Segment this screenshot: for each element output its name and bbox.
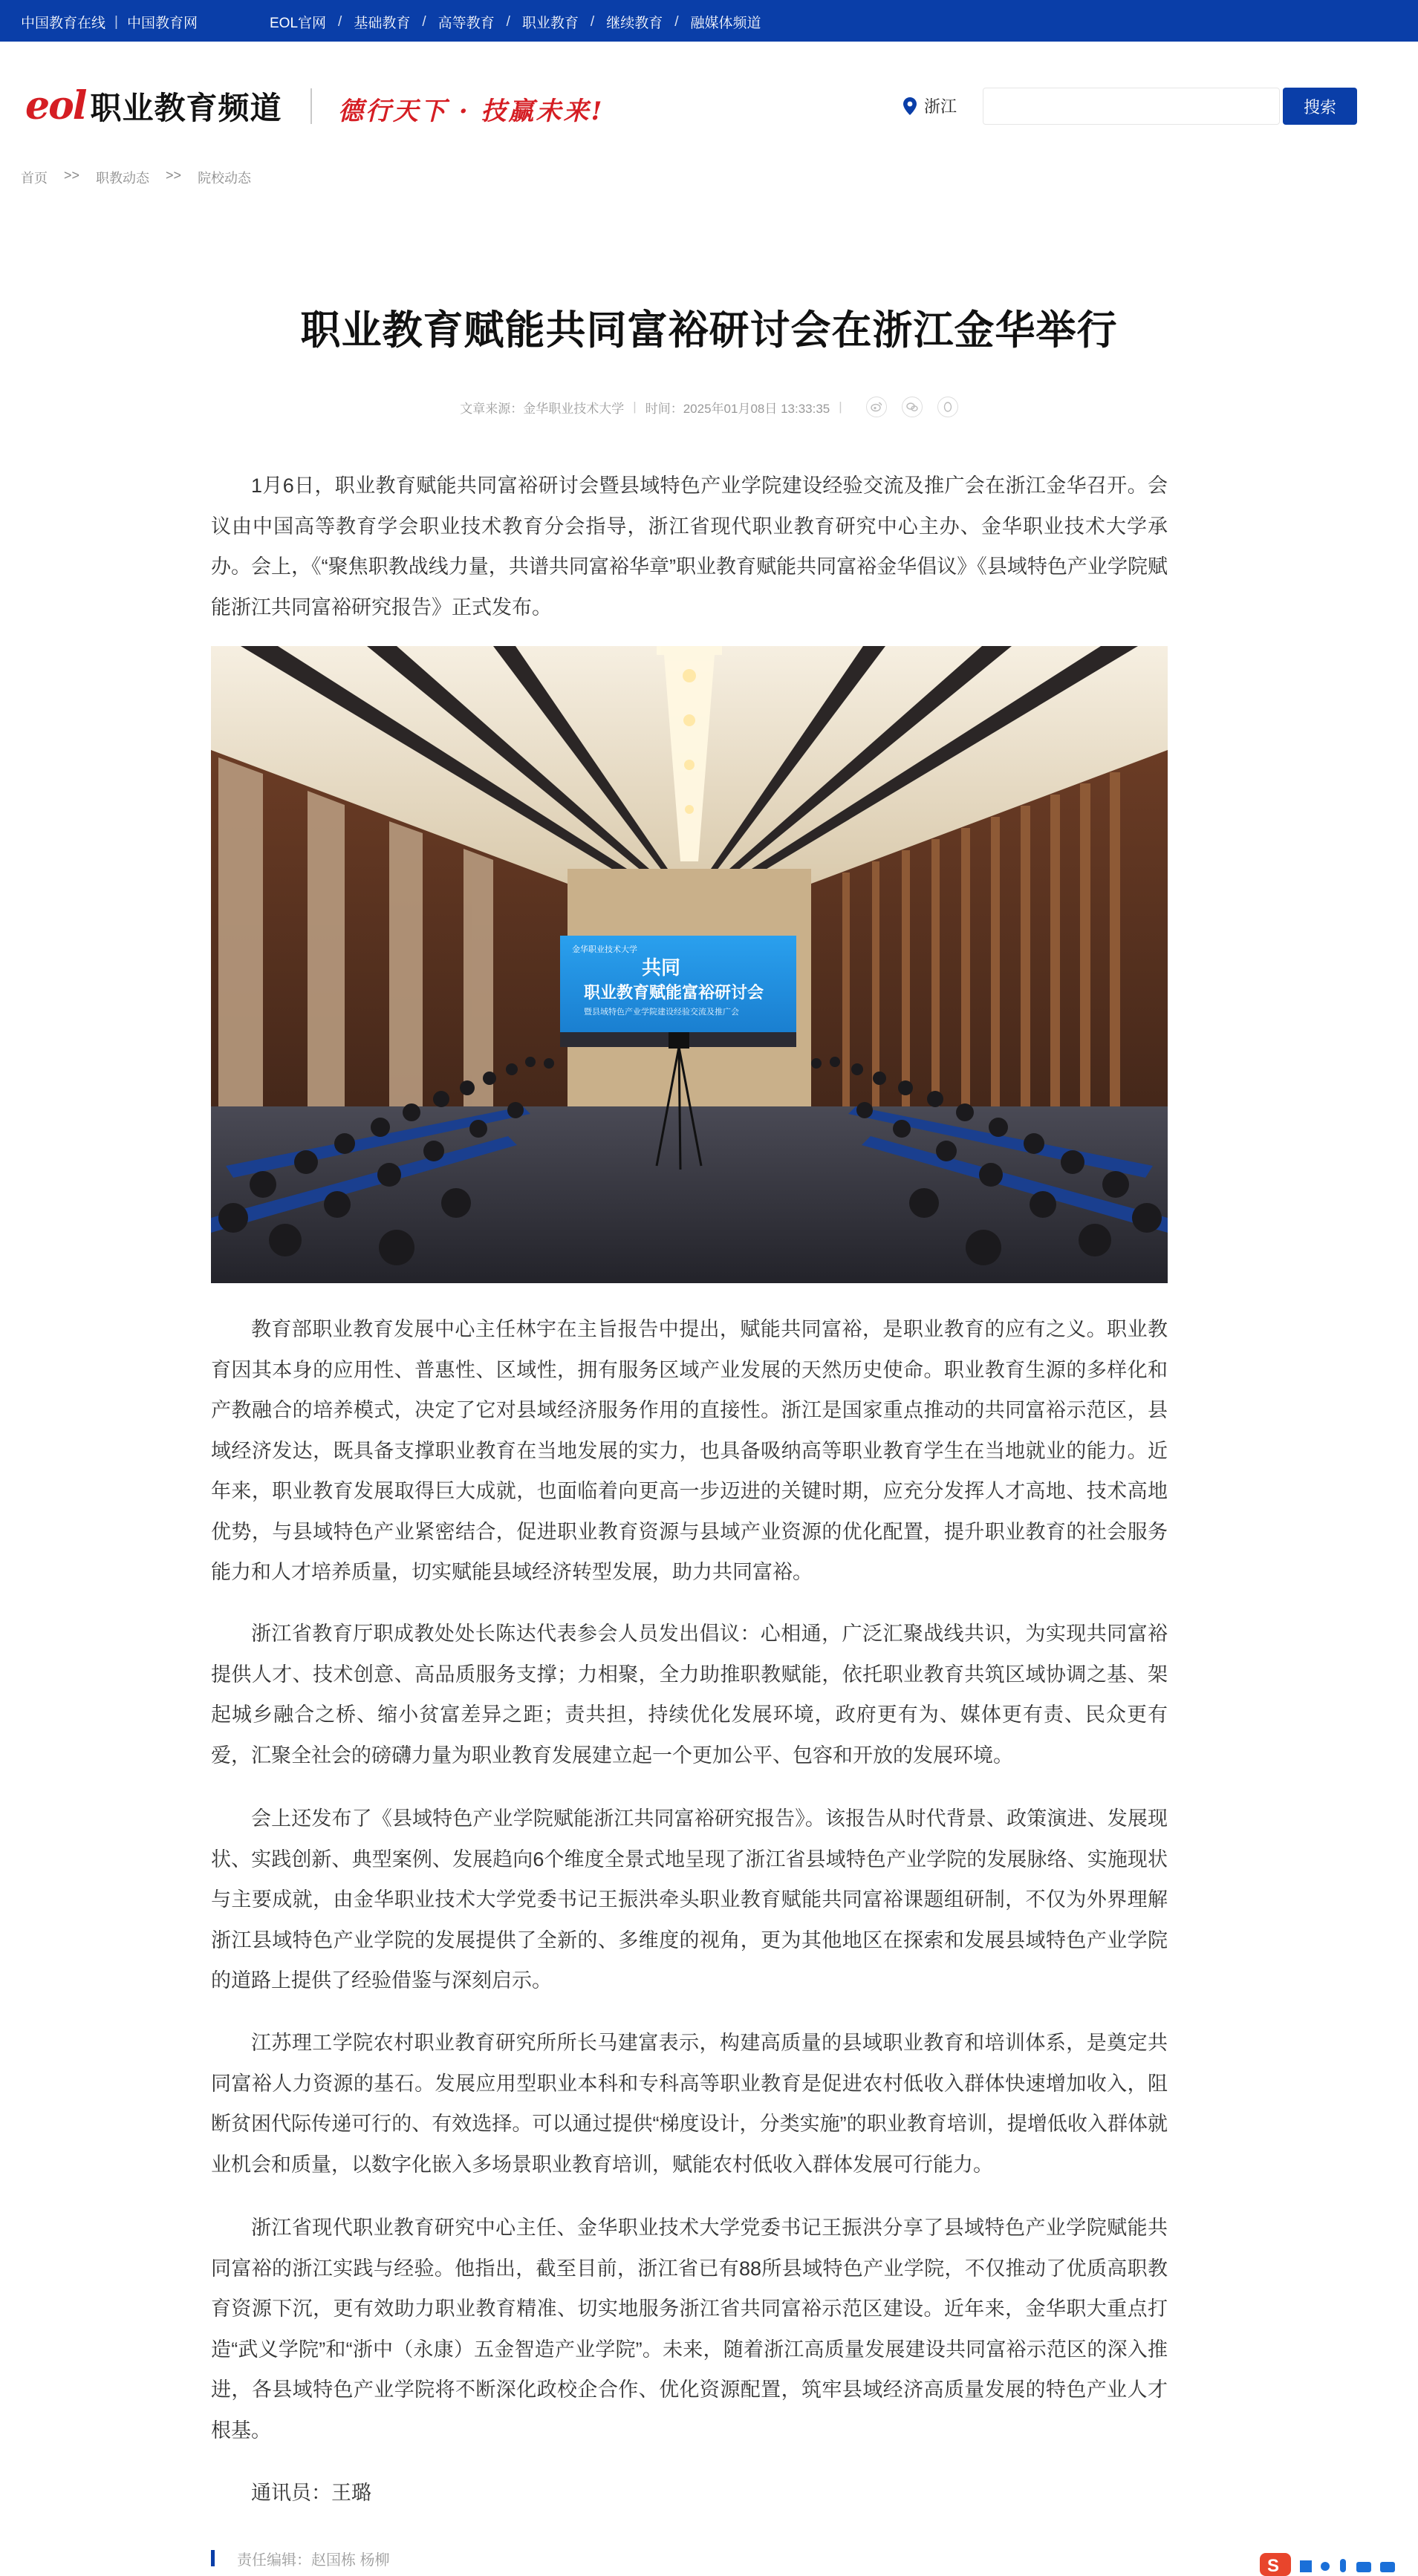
location-pin-icon bbox=[903, 97, 917, 115]
nav-item-eol[interactable]: EOL官网 bbox=[270, 16, 327, 31]
screen-line1: 共同 bbox=[642, 957, 681, 979]
meta-sep: | bbox=[839, 400, 842, 414]
search-input[interactable] bbox=[983, 88, 1280, 125]
article-paragraph: 浙江省教育厅职成教处处长陈达代表参会人员发出倡议：心相通，广泛汇聚战线共识，为实现共同富裕提供人才、技术创意、高品质服务支撑；力相聚，全力助推职教赋能，依托职业教育共筑区域协调之基、架起城乡融合之桥、缩小贫富差异之距；责共担，持续优化发展环境，政府更有为、媒体更有责、民众更有爱，汇聚全社会的磅礴力量为职业教育发展建立起一个更加公平、包容和开放的发展环境。 bbox=[211, 1623, 1168, 1767]
article-photo bbox=[211, 646, 1168, 1283]
breadcrumb bbox=[21, 168, 251, 187]
article-paragraph: 江苏理工学院农村职业教育研究所所长马建富表示，构建高质量的县域职业教育和培训体系，是奠定共同富裕人力资源的基石。发展应用型职业本科和专科高等职业教育是促进农村低收入群体快速增加收入，阻断贫困代际传递可行的、有效选择。可以通过提供“梯度设计，分类实施”的职业教育培训，提增低收入群体就业机会和质量，以数字化嵌入多场景职业教育培训，赋能农村低收入群体发展可行能力。 bbox=[211, 2032, 1168, 2176]
nav-item-continuing[interactable]: 继续教育 bbox=[606, 16, 663, 31]
article-paragraph: 教育部职业教育发展中心主任林宇在主旨报告中提出，赋能共同富裕，是职业教育的应有之义。职业教育因其本身的应用性、普惠性、区域性，拥有服务区域产业发展的天然历史使命。职业教育生源的多样化和产教融合的培养模式，决定了它对县域经济服务作用的直接性。浙江是国家重点推动的共同富裕示范区，县域经济发达，既具备支撑职业教育在当地发展的实力，也具备吸纳高等职业教育学生在当地就业的能力。近年来，职业教育发展取得巨大成就，也面临着向更高一步迈进的关键时期，应充分发挥人才高地、技术高地优势，与县域特色产业紧密结合，促进职业教育资源与县域产业资源的优化配置，提升职业教育的社会服务能力和人才培养质量，切实赋能县域经济转型发展，助力共同富裕。 bbox=[211, 1318, 1168, 1583]
nav-item-media[interactable]: 融媒体频道 bbox=[690, 16, 761, 31]
nav-item-vocational[interactable]: 职业教育 bbox=[521, 16, 579, 31]
article-paragraph: 会上还发布了《县域特色产业学院赋能浙江共同富裕研究报告》。该报告从时代背景、政策演进、发展现状、实践创新、典型案例、发展趋向6个维度全景式地呈现了浙江省县域特色产业学院的发展脉络、实施现状与主要成就，由金华职业技术大学党委书记王振洪牵头职业教育赋能共同富裕课题组研制，不仅为外界理解浙江县域特色产业学院的发展提供了全新的、多维度的视角，更为其他地区在探索和发展县域特色产业学院的道路上提供了经验借鉴与深刻启示。 bbox=[211, 1807, 1168, 1992]
breadcrumb-sep: >> bbox=[64, 168, 80, 183]
search-button[interactable]: 搜索 bbox=[1283, 88, 1357, 125]
nav-item-higher[interactable]: 高等教育 bbox=[438, 16, 495, 31]
screen-line3: 暨县域特色产业学院建设经验交流及推广会 bbox=[584, 1008, 739, 1017]
share-wechat-icon[interactable] bbox=[902, 397, 923, 417]
meta-sep: | bbox=[633, 400, 637, 414]
conference-hall-image bbox=[211, 646, 1168, 1283]
article-title: 职业教育赋能共同富裕研讨会在浙江金华举行 bbox=[300, 308, 1118, 353]
nav-item-basic[interactable]: 基础教育 bbox=[354, 16, 411, 31]
article-paragraph: 浙江省现代职业教育研究中心主任、金华职业技术大学党委书记王振洪分享了县域特色产业学院赋能共同富裕的浙江实践与经验。他指出，截至目前，浙江省已有88所县域特色产业学院，不仅推动了优质高职教育资源下沉，更有效助力职业教育精准、切实地服务浙江省共同富裕示范区建设。近年来，金华职大重点打造“武义学院”和“浙中（永康）五金智造产业学院”。未来，随着浙江高质量发展建设共同富裕示范区的深入推进，各县域特色产业学院将不断深化政校企合作、优化资源配置，筑牢县域经济高质量发展的特色产业人才根基。 bbox=[211, 2217, 1168, 2442]
nav-sep: / bbox=[338, 13, 342, 30]
logo-divider bbox=[310, 88, 312, 124]
ime-toolbar[interactable] bbox=[1260, 2551, 1408, 2576]
channel-logo[interactable] bbox=[25, 85, 282, 128]
article-meta bbox=[0, 397, 1418, 417]
site-link-edu[interactable]: 中国教育网 bbox=[126, 16, 198, 31]
top-nav bbox=[270, 12, 761, 32]
location-label: 浙江 bbox=[924, 97, 957, 116]
screen-logo-text: 金华职业技术大学 bbox=[572, 945, 637, 954]
article-paragraph: 1月6日，职业教育赋能共同富裕研讨会暨县域特色产业学院建设经验交流及推广会在浙江金华召开。会议由中国高等教育学会职业技术教育分会指导，浙江省现代职业教育研究中心主办、金华职业技术大学承办。会上，《“聚焦职教战线力量，共谱共同富裕华章”职业教育赋能共同富裕金华倡议》《县域特色产业学院赋能浙江共同富裕研究报告》正式发布。 bbox=[211, 475, 1168, 619]
ime-logo-text: S bbox=[1267, 2556, 1280, 2576]
nav-sep: / bbox=[506, 13, 510, 30]
logo-channel-name: 职业教育频道 bbox=[90, 91, 282, 125]
article-source: 文章来源：金华职业技术大学 bbox=[460, 401, 625, 416]
breadcrumb-school[interactable]: 院校动态 bbox=[198, 171, 252, 186]
article-time: 时间：2025年01月08日 13:33:35 bbox=[645, 401, 830, 416]
site-header bbox=[0, 42, 1418, 172]
logo-eol-mark: eol bbox=[25, 83, 86, 128]
top-bar bbox=[0, 0, 1418, 42]
breadcrumb-news[interactable]: 职教动态 bbox=[96, 171, 150, 186]
screen-line2: 职业教育赋能富裕研讨会 bbox=[584, 983, 764, 1002]
breadcrumb-home[interactable]: 首页 bbox=[21, 171, 48, 186]
share-weibo-icon[interactable] bbox=[866, 397, 887, 417]
nav-sep: / bbox=[590, 13, 595, 30]
ime-logo-icon bbox=[1260, 2551, 1408, 2576]
site-link-eol[interactable]: 中国教育在线 bbox=[21, 16, 106, 31]
article-editor bbox=[211, 2549, 390, 2567]
slogan: 德行天下 · 技赢未来! bbox=[338, 97, 605, 126]
site-link-sep: | bbox=[114, 13, 118, 30]
top-site-links bbox=[21, 12, 198, 32]
nav-sep: / bbox=[674, 13, 679, 30]
location-selector[interactable] bbox=[903, 94, 957, 117]
editor-marker bbox=[211, 2550, 215, 2566]
share-qq-icon[interactable] bbox=[937, 397, 958, 417]
nav-sep: / bbox=[422, 13, 426, 30]
editor-label: 责任编辑：赵国栋 杨柳 bbox=[237, 2551, 390, 2569]
article-correspondent: 通讯员：王璐 bbox=[251, 2482, 371, 2504]
breadcrumb-sep: >> bbox=[166, 168, 182, 183]
